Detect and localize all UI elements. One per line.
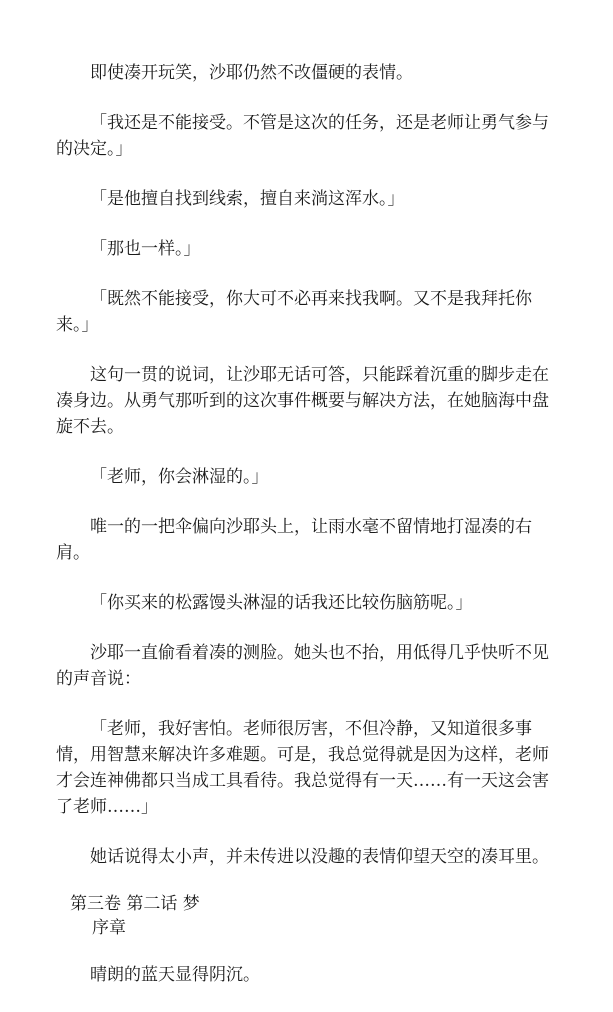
chapter-subtitle: 序章 <box>92 918 126 938</box>
paragraph: 「既然不能接受，你大可不必再来找我啊。又不是我拜托你来。」 <box>56 289 532 335</box>
paragraph: 晴朗的蓝天显得阴沉。 <box>90 965 260 985</box>
paragraph: 即使凑开玩笑，沙耶仍然不改僵硬的表情。 <box>90 63 413 83</box>
paragraph: 这句一贯的说词，让沙耶无话可答，只能踩着沉重的脚步走在凑身边。从勇气那听到的这次事件概要与解决方法，在她脑海中盘旋不去。 <box>56 365 549 437</box>
paragraph: 唯一的一把伞偏向沙耶头上，让雨水毫不留情地打湿凑的右肩。 <box>56 517 532 563</box>
paragraph: 她话说得太小声，并未传进以没趣的表情仰望天空的凑耳里。 <box>90 847 549 867</box>
paragraph: 「是他擅自找到线索，擅自来淌这浑水。」 <box>90 189 405 209</box>
paragraph: 「那也一样。」 <box>90 239 201 259</box>
paragraph: 「老师，你会淋湿的。」 <box>90 467 269 487</box>
document-page <box>56 60 561 1012</box>
paragraph: 「你买来的松露馒头淋湿的话我还比较伤脑筋呢。」 <box>90 593 473 613</box>
paragraph: 沙耶一直偷看着凑的测脸。她头也不抬，用低得几乎快听不见的声音说： <box>56 643 549 689</box>
chapter-title: 第三卷 第二话 梦 <box>70 894 200 914</box>
paragraph: 「老师，我好害怕。老师很厉害，不但冷静，又知道很多事情，用智慧来解决许多难题。可是，我总觉得就是因为这样，老师才会连神佛都只当成工具看待。我总觉得有一天……有一天这会害了老师……」 <box>56 719 549 817</box>
paragraph: 「我还是不能接受。不管是这次的任务，还是老师让勇气参与的决定。」 <box>56 113 549 159</box>
